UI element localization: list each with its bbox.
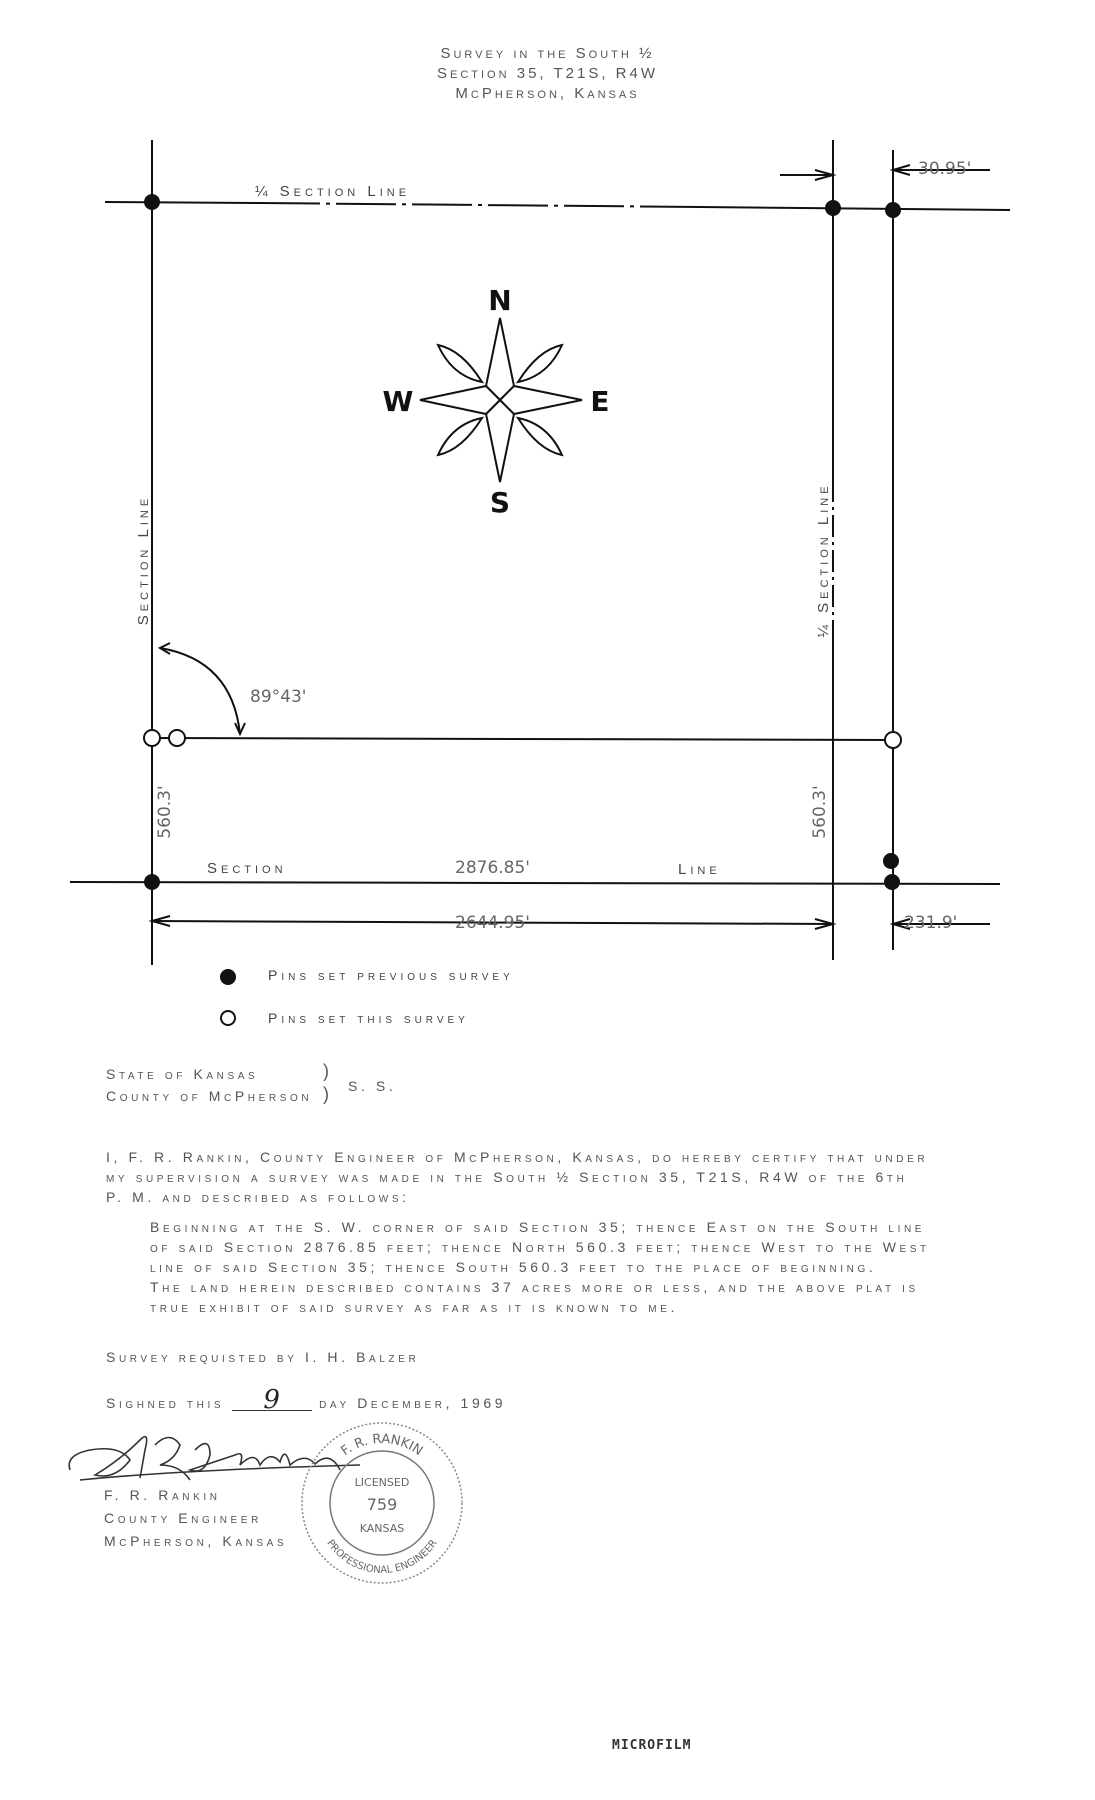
- pin-filled-nw: [144, 194, 160, 210]
- cert-line-1: I, F. R. Rankin, County Engineer of McPherson, Kansas, do hereby certify that under: [106, 1149, 929, 1165]
- north-parcel-line: [152, 738, 893, 740]
- seal-licensed: LICENSED: [354, 1476, 410, 1489]
- desc-line-2: of said Section 2876.85 feet; thence North 560.3 feet; thence West to the West: [150, 1239, 930, 1255]
- venue-paren-2: ): [323, 1084, 333, 1104]
- legal-description: [150, 1217, 1010, 1317]
- pins: [144, 194, 901, 890]
- desc-line-3: line of said Section 35; thence South 560.3 feet to the place of beginning.: [150, 1259, 877, 1275]
- certification-text: [106, 1147, 1006, 1207]
- top-line-right: [700, 207, 1010, 210]
- compass-label-e: E: [590, 385, 610, 418]
- title-line-1: Survey in the South ½: [440, 45, 655, 62]
- venue-county: County of McPherson: [106, 1088, 313, 1104]
- label-quarter-line-top: ¼ Section Line: [255, 183, 411, 200]
- seal-top-text: F. R. RANKIN: [338, 1431, 426, 1460]
- cert-line-3: P. M. and described as follows:: [106, 1189, 410, 1205]
- svg-text:F. R. RANKIN: [339, 1432, 426, 1459]
- compass-point-w: [420, 386, 500, 414]
- legend-open-label: Pins set this survey: [268, 1010, 469, 1026]
- dim-bottom-right: 231.9': [904, 913, 958, 933]
- venue-paren-1: ): [323, 1061, 333, 1081]
- pin-filled-se: [884, 874, 900, 890]
- compass-label-w: W: [382, 385, 414, 418]
- seal-number: 759: [366, 1495, 398, 1514]
- label-east-quarter-line: ¼ Section Line: [815, 482, 832, 638]
- signed-suffix: day December, 1969: [319, 1395, 507, 1411]
- compass-label-s: S: [489, 486, 511, 519]
- label-south-line: Line: [678, 861, 721, 878]
- legend-open-pin-icon: [221, 1011, 235, 1025]
- seal-bottom-text: PROFESSIONAL ENGINEER: [324, 1537, 440, 1577]
- compass-label-n: N: [488, 284, 512, 317]
- venue-state: State of Kansas: [106, 1066, 259, 1082]
- dim-left-vertical: 560.3': [155, 785, 175, 839]
- dim-south-line: 2876.85': [455, 858, 530, 878]
- desc-line-5: true exhibit of said survey as far as it is known to me.: [150, 1299, 678, 1315]
- top-line-left: [105, 202, 260, 203]
- legend-filled-pin-icon: [220, 969, 236, 985]
- pin-filled-ne-quarter: [825, 200, 841, 216]
- svg-text:PROFESSIONAL ENGINEER: [324, 1538, 439, 1576]
- pin-filled-se-upper: [883, 853, 899, 869]
- dim-right-vertical: 560.3': [810, 785, 830, 839]
- compass-point-e: [500, 386, 582, 414]
- label-south-section: Section: [207, 860, 287, 877]
- dim-bottom: 2644.95': [455, 913, 530, 933]
- legend-open-pin-svg: [0, 1000, 300, 1040]
- seal-state: KANSAS: [359, 1522, 405, 1535]
- engineer-location: McPherson, Kansas: [104, 1533, 288, 1549]
- cert-line-2: my supervision a survey was made in the South ½ Section 35, T21S, R4W of the 6th: [106, 1169, 908, 1185]
- top-line-dashed: [260, 203, 700, 207]
- compass-point-s: [486, 400, 514, 482]
- desc-line-4: The land herein described contains 37 acres more or less, and the above plat is: [150, 1279, 919, 1295]
- desc-line-1: Beginning at the S. W. corner of said Section 35; thence East on the South line: [150, 1219, 926, 1235]
- signed-day: 9: [232, 1390, 312, 1411]
- professional-engineer-seal: [297, 1418, 467, 1588]
- south-section-line: [70, 882, 1000, 884]
- pin-filled-ne-parcel: [885, 202, 901, 218]
- compass-petal-ne: [518, 345, 562, 382]
- pin-open-w1: [144, 730, 160, 746]
- compass-petal-se: [518, 418, 562, 455]
- pin-open-w2: [169, 730, 185, 746]
- venue-ss: S. S.: [348, 1078, 397, 1094]
- title-line-2: Section 35, T21S, R4W: [437, 65, 658, 82]
- compass-petal-nw: [438, 345, 482, 382]
- label-west-section-line: Section Line: [135, 494, 152, 626]
- compass-point-n: [486, 318, 514, 400]
- dim-angle: 89°43': [250, 687, 307, 707]
- signed-prefix: Sighned this: [106, 1395, 225, 1411]
- engineer-name: F. R. Rankin: [104, 1487, 221, 1503]
- microfilm-stamp: MICROFILM: [612, 1738, 692, 1753]
- compass-rose: [420, 318, 582, 482]
- engineer-block: [104, 1484, 287, 1553]
- signed-line: [106, 1385, 507, 1415]
- pin-filled-sw: [144, 874, 160, 890]
- title-line-3: McPherson, Kansas: [455, 85, 640, 102]
- engineer-title: County Engineer: [104, 1510, 262, 1526]
- compass-petal-sw: [438, 418, 482, 455]
- survey-requested: Survey requisted by I. H. Balzer: [106, 1349, 420, 1365]
- angle-arc: [160, 648, 240, 734]
- legend-filled-label: Pins set previous survey: [268, 967, 514, 983]
- dim-top-right: 30.95': [918, 159, 972, 179]
- pin-open-e: [885, 732, 901, 748]
